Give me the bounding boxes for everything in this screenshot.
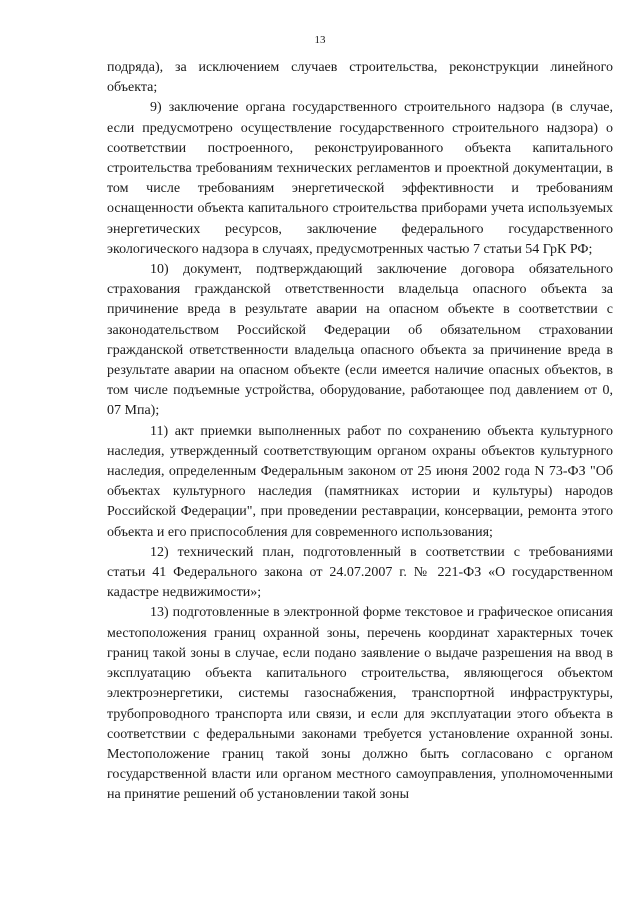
paragraph-continuation: подряда), за исключением случаев строительства, реконструкции линейного объекта; [107, 60, 613, 96]
page-number: 13 [314, 34, 326, 46]
paragraph-item-9: 9) заключение органа государственного строительного надзора (в случае, если предусмотрено осуществление государственного строительного надзора) о соответствии построенного, реконструированного объекта капитального строительства требованиям технических регламентов и проектной документации, в том числе требованиям энергетической эффективности и требованиям оснащенности объекта капитального строительства приборами учета используемых энергетических ресурсов, заключение федерального государственного экологического надзора в случаях, предусмотренных частью 7 статьи 54 ГрК РФ; [107, 100, 613, 257]
paragraph-item-12: 12) технический план, подготовленный в соответствии с требованиями статьи 41 Федерального закона от 24.07.2007 г. № 221-ФЗ «О государственном кадастре недвижимости»; [107, 544, 613, 601]
paragraph-item-11: 11) акт приемки выполненных работ по сохранению объекта культурного наследия, утвержденный соответствующим органом охраны объектов культурного наследия, определенным Федеральным законом от 25 июня 2002 года N 73-ФЗ "Об объектах культурного наследия (памятниках истории и культуры) народов Российской Федерации", при проведении реставрации, консервации, ремонта этого объекта и его приспособления для современного использования; [107, 423, 613, 540]
paragraph-item-13: 13) подготовленные в электронной форме текстовое и графическое описания местоположения границ охранной зоны, перечень координат характерных точек границ такой зоны в случае, если подано заявление о выдаче разрешения на ввод в эксплуатацию объекта капитального строительства, являющегося объектом электроэнергетики, системы газоснабжения, транспортной инфраструктуры, трубопроводного транспорта или связи, и если для эксплуатации этого объекта в соответствии с федеральными законами требуется установление охранной зоны. Местоположение границ такой зоны должно быть согласовано с органом государственной власти или органом местного самоуправления, уполномоченными на принятие решений об установлении такой зоны [107, 605, 613, 803]
paragraph-item-10: 10) документ, подтверждающий заключение договора обязательного страхования гражданской ответственности владельца опасного объекта за причинение вреда в результате аварии на опасном объекте в соответствии с законодательством Российской Федерации об обязательном страховании гражданской ответственности владельца опасного объекта за причинение вреда в результате аварии на опасном объекте (если имеется наличие опасных объектов, в том числе подъемные устройства, оборудование, работающее под давлением от 0, 07 Мпа); [107, 262, 613, 419]
document-body [107, 58, 613, 806]
